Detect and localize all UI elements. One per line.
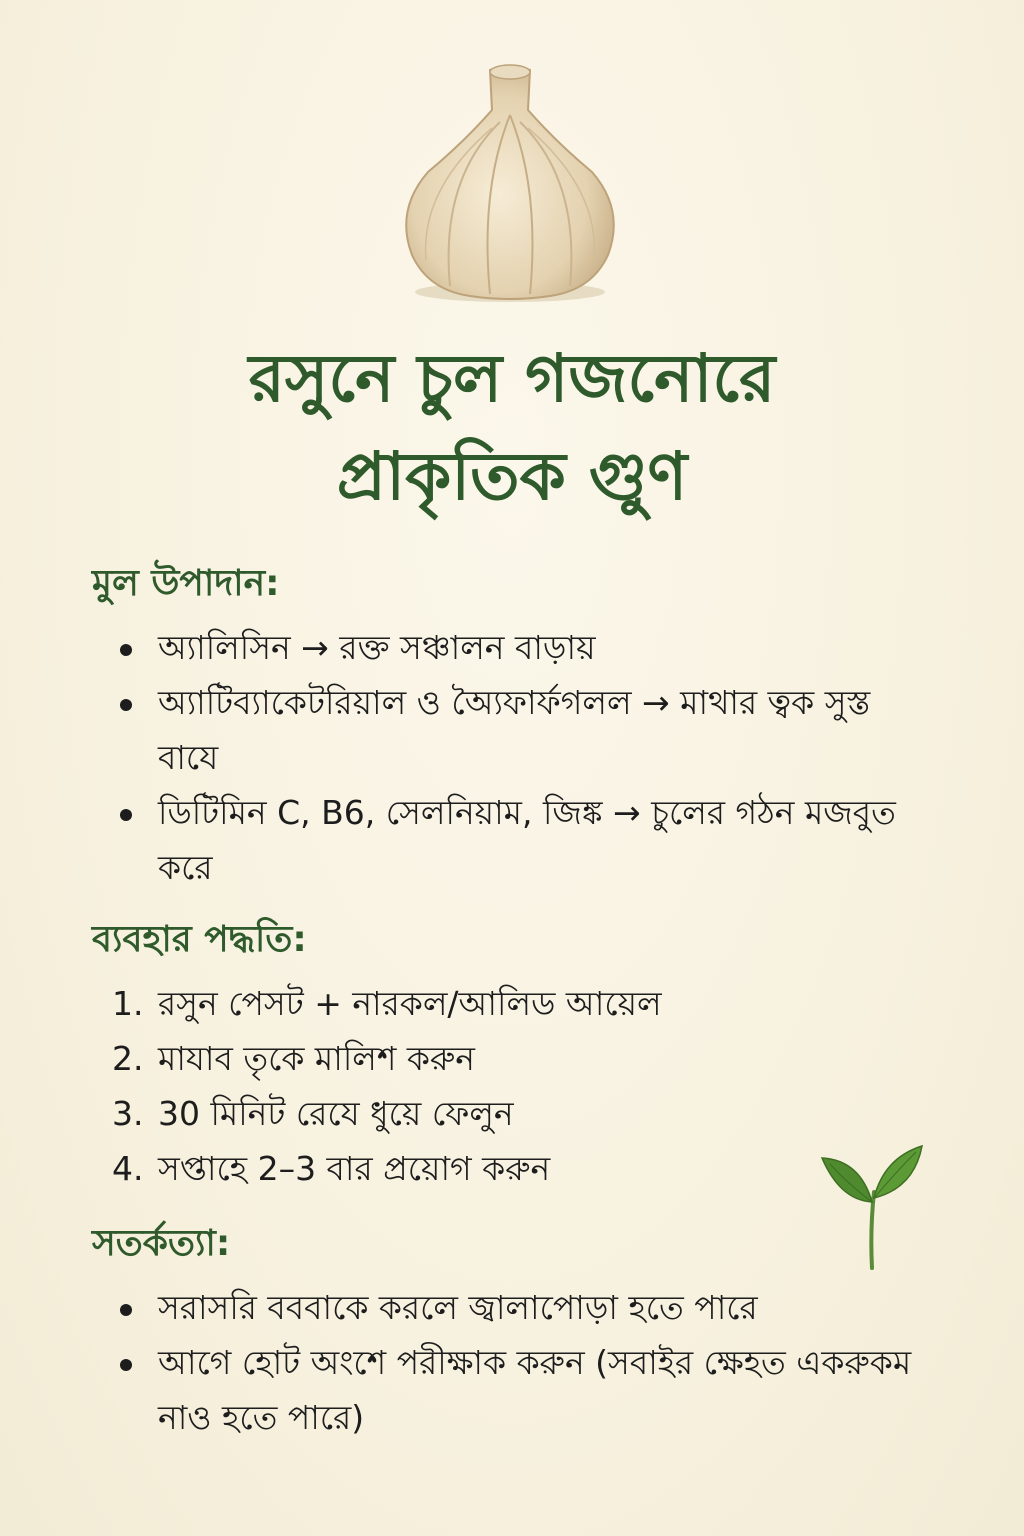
- garlic-bulb-icon: [380, 60, 640, 310]
- list-item: অ্যাটিব্যাকেটরিয়াল ও অ্যৈফার্ফগলল → মাথার ত্বক সুস্ত বাযে: [0, 675, 938, 785]
- step-text: মাযাব তৃকে মালিশ করুন: [158, 1039, 475, 1078]
- list-item: ডিটিমিন C, B6, সেলনিয়াম, জিঙ্ক → চুলের গঠন মজবুত করে: [0, 785, 938, 895]
- list-item: অ্যালিসিন → রক্ত সঞ্চালন বাড়ায়: [0, 620, 938, 675]
- step-text: সপ্তাহে 2–3 বার প্রয়োগ করুন: [158, 1149, 551, 1188]
- step-number: 2.: [112, 1039, 144, 1078]
- step-number: 1.: [112, 984, 144, 1023]
- sprout-icon: [812, 1140, 932, 1270]
- list-item: সরাসরি বববাকে করলে জ্বালাপোড়া হতে পারে: [0, 1280, 938, 1335]
- list-item: [0, 1031, 938, 1086]
- page-title: [0, 330, 1024, 526]
- list-item: আগে হোট অংশে পরীক্ষাক করুন (সবাইর ক্ষেহত একরুকম নাও হতে পারে): [0, 1335, 938, 1445]
- ingredients-heading: মুল উপাদান:: [92, 563, 280, 604]
- step-number: 3.: [112, 1094, 144, 1133]
- title-line-1: রসুনে চুল গজনোরে: [248, 340, 776, 417]
- step-number: 4.: [112, 1149, 144, 1188]
- title-line-2: প্রাকৃতিক গুুণ: [336, 438, 688, 515]
- step-text: রসুন পেসট + নারকল/আলিড আয়েল: [158, 984, 662, 1023]
- usage-heading: ব্যবহার পদ্ধতি:: [92, 919, 307, 960]
- usage-steps-list: [0, 976, 938, 1196]
- ingredients-list: [0, 620, 938, 895]
- caution-heading: সতর্কত্যা:: [92, 1223, 231, 1264]
- caution-list: [0, 1280, 938, 1445]
- list-item: [0, 1086, 938, 1141]
- step-text: 30 মিনিট রেযে ধুয়ে ফেলুন: [158, 1094, 514, 1133]
- list-item: [0, 976, 938, 1031]
- list-item: [0, 1141, 938, 1196]
